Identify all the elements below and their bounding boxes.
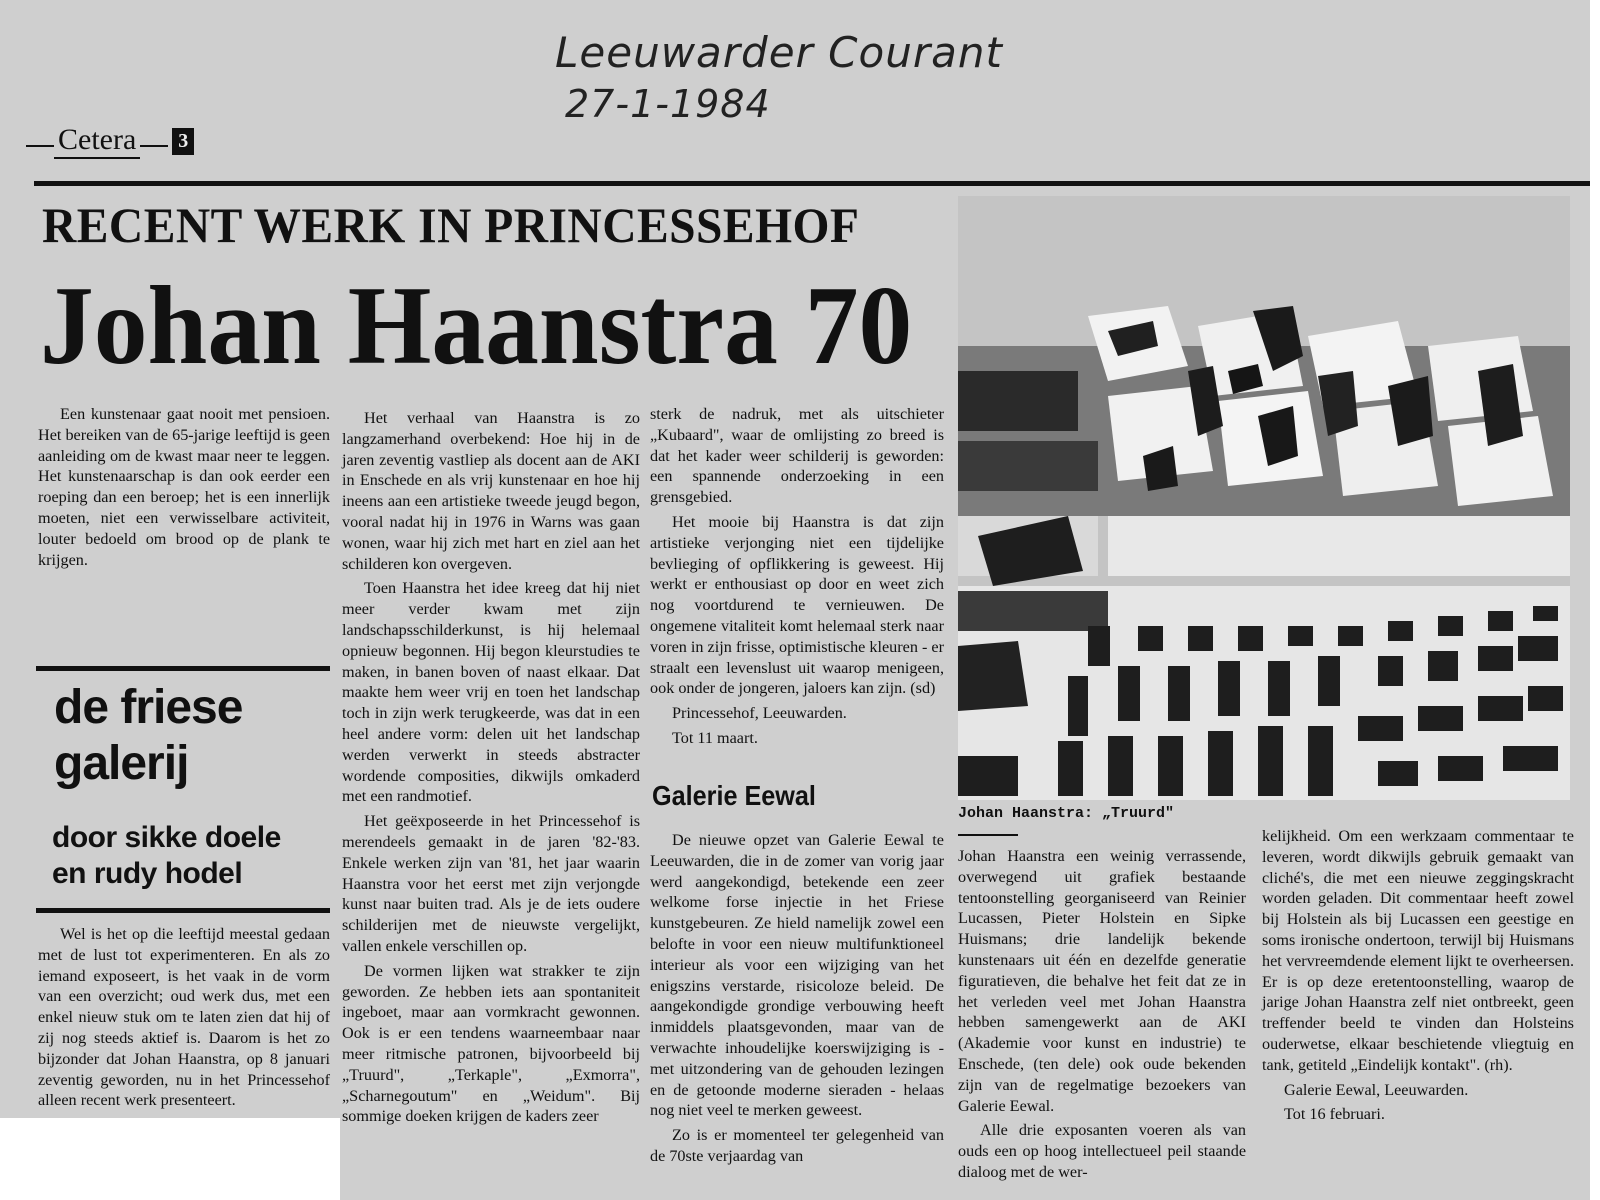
page-number: 3 [172,128,194,155]
section-rule-right [140,145,168,147]
kicker-headline: RECENT WERK IN PRINCESSEHOF [42,197,860,253]
scan-margin [0,1118,340,1200]
column-byline [52,820,281,892]
box-rule-top [36,666,330,671]
paragraph: Wel is het op die leeftijd meestal gedaan met de lust tot experimenteren. En als zo iemand exposeert, is het vaak in de vorm van een overzicht; oud werk dus, met een enkel nieuw stuk om te laten zien dat hij of zij nog steeds aktief is. Daarom is het zo bijzonder dat Johan Haanstra, op 8 januari zeventig geworden, nu in het Princessehof alleen recent werk presenteert. [38,925,330,1110]
paragraph: kelijkheid. Om een werkzaam commentaar te leveren, wordt dikwijls gebruik gemaakt van cliché's, die met een nieuwe zeggingskracht worden geladen. Dit commentaar heeft zowel bij Holstein als bij Lucassen een geestige en soms ironische ondertoon, terwijl bij Huismans het vervreemdende element lijkt te overheersen. Er is op deze eretentoonstelling, waarop de jarige Johan Haanstra zelf niet ontbreekt, geen treffender beeld te vinden dan Holsteins ouderwetse, elkaar beschietende vliegtuig en tank, getiteld „Eindelijk kontakt". (rh). [1262,827,1574,1074]
top-rule [34,181,1590,186]
exhibition-dates: Tot 11 maart. [672,728,758,747]
column-3-bottom [650,830,944,1171]
byline-line: en rudy hodel [52,857,243,890]
artwork-image [958,196,1570,800]
exhibition-venue: Princessehof, Leeuwarden. [672,704,847,723]
column-title [54,680,242,792]
paragraph: Zo is er momenteel ter gelegenheid van de 70ste verjaardag van [650,1126,944,1165]
handwritten-date: 27-1-1984 [565,82,771,126]
artwork-photo [958,196,1570,800]
paragraph: sterk de nadruk, met als uitschieter „Kubaard", waar de omlijsting zo breed is dat het kader weer schilderij is geworden: een spannende onderzoeking in een grensgebied. [650,405,944,507]
column-4 [958,846,1246,1187]
section-rule-left [26,145,54,147]
handwritten-newspaper-name: Leeuwarder Courant [555,28,1003,77]
paragraph: Het mooie bij Haanstra is dat zijn artistieke verjonging niet een tijdelijke bevlieging of opflikkering is geweest. Hij werkt er enthousiast op door en weet zich nog voortdurend te vernieuwen. De ongemene vitaliteit komt helemaal sterk naar voren in zijn frisse, optimistische kleuren - er straalt een levenslust uit waarop menigeen, ook onder de jongeren, jaloers kan zijn. (sd) [650,512,944,698]
paragraph: Toen Haanstra het idee kreeg dat hij niet meer verder kwam met zijn landschapsschilderkunst, is hij helemaal opnieuw begonnen. Hij begon kleurstudies te maken, in banen boven of naast elkaar. Dat maakte hem weer vrij en toen het landschap toch in zijn werk terugkeerde, was dat in een heel andere vorm: delen uit het landschap werden verwerkt in steeds abstracter wordende composities, dikwijls omkaderd met een randmotief. [342,579,640,806]
box-rule-bottom [36,908,330,913]
column-title-line: de friese [54,681,243,734]
subheading: Galerie Eewal [652,780,816,811]
paragraph: De vormen lijken wat strakker te zijn geworden. Ze hebben iets aan spontaniteit ingeboet, maar aan vormkracht gewonnen. Ook is er een tendens waarneembaar naar meer ritmische patronen, bijvoorbeeld bij „Truurd", „Terkaple", „Exmorra", „Scharnegoutum" en „Weidum". Bij sommige doeken krijgen de kaders zeer [342,961,640,1126]
byline-line: door sikke doele [52,821,281,854]
exhibition-venue: Galerie Eewal, Leeuwarden. [1284,1080,1469,1099]
caption-rule [958,834,1018,836]
exhibition-dates: Tot 16 februari. [1284,1105,1385,1124]
column-1-intro [38,404,330,574]
column-title-line: galerij [54,737,189,790]
paragraph: De nieuwe opzet van Galerie Eewal te Leeuwarden, die in de zomer van vorig jaar werd aangekondigd, betekende een zeer welkome forse injectie in het Friese kunstgebeuren. Ze hield namelijk zowel een belofte in voor een nieuw multifunktioneel interieur als voor een wijziging van het enigszins verstarde, risicoloze beleid. De aangekondigde grondige verbouwing heeft inmiddels plaatsgevonden, maar van de verwachte inhoudelijke koerswijziging is - met uitzondering van de gehouden lezingen en de getoonde moderne sieraden - helaas nog niet veel te merken geweest. [650,831,944,1120]
paragraph: Een kunstenaar gaat nooit met pensioen. Het bereiken van de 65-jarige leeftijd is geen aanleiding om de kwast maar neer te leggen. Het kunstenaarschap is dan ook eerder een roeping dan een beroep; het is een innerlijk moeten, niet een verwisselbare activiteit, louter bedoeld om brood op de plank te krijgen. [38,405,330,569]
paragraph: Het verhaal van Haanstra is zo langzamerhand overbekend: Hoe hij in de jaren zeventig vastliep als docent aan de AKI in Enschede en als vrij kunstenaar en hoe hij ineens aan een artistieke tweede jeugd begon, vooral nadat hij in 1976 in Warns was gaan wonen, waar hij zich met hart en ziel aan het schilderen kon overgeven. [342,409,640,573]
photo-caption: Johan Haanstra: „Truurd" [958,805,1175,822]
column-5 [1262,826,1574,1129]
paragraph: Johan Haanstra een weinig verrassende, overwegend uit grafiek bestaande tentoonstelling georganiseerd van Reinier Lucassen, Pieter Holstein en Sipke Huismans; drie landelijk bekende kunstenaars uit één en dezelfde generatie figuratieven, die behalve het feit dat ze in het verleden veel met Johan Haanstra hebben samengewerkt aan de AKI (Akademie voor kunst en industrie) te Enschede, (ten dele) ook oude bekenden zijn van de regelmatige bezoekers van Galerie Eewal. [958,847,1246,1115]
section-name: Cetera [54,123,140,159]
column-3-top [650,404,944,753]
column-1-body [38,924,330,1115]
section-label [26,124,194,158]
paragraph: Het geëxposeerde in het Princessehof is merendeels gemaakt in de jaren '82-'83. Enkele werken zijn van '81, het jaar waarin Haanstra voor het eerst met zijn verjongde kunst naar buiten trad. Als je de iets oudere schilderijen met de nieuwste vergelijkt, vallen enkele verschillen op. [342,812,640,955]
paragraph: Alle drie exposanten voeren als van ouds een op hoog intellectueel peil staande dialoog met de wer- [958,1121,1246,1181]
column-2 [342,408,640,1131]
main-headline: Johan Haanstra 70 [40,264,913,388]
